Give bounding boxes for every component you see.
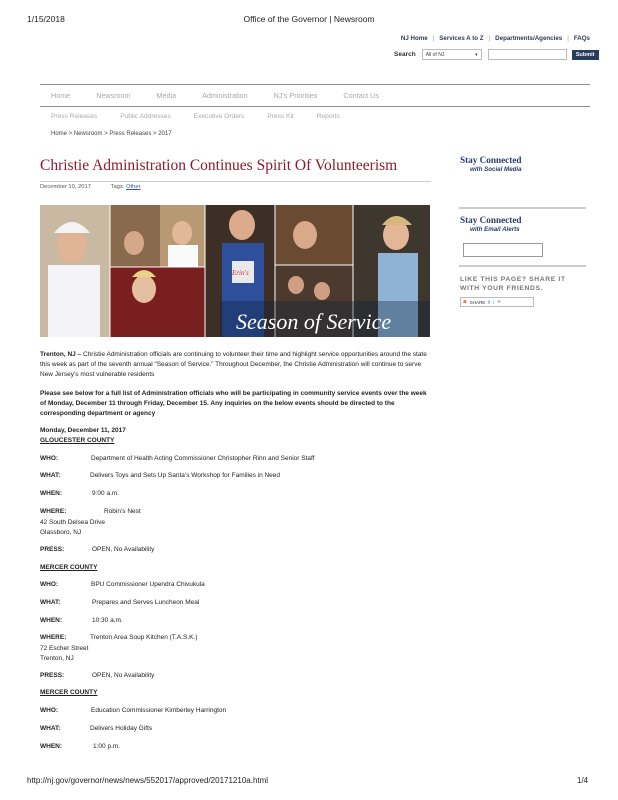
share-prompt: LIKE THIS PAGE? SHARE IT WITH YOUR FRIENDS. — [460, 276, 566, 292]
tag-link[interactable]: Other — [126, 184, 141, 190]
email-subheading: with Email Alerts — [470, 226, 520, 233]
subnav-press-kit[interactable]: Press Kit — [267, 113, 294, 120]
what-value: Delivers Toys and Sets Up Santa’s Workshop for Families in Need — [90, 472, 281, 479]
who-value: Education Commissioner Kimberley Harrington — [91, 707, 227, 714]
email-alert-input[interactable] — [463, 243, 543, 257]
collage-caption: Season of Service — [236, 309, 392, 334]
nav-divider-top — [40, 84, 590, 85]
what-label: WHAT: — [40, 472, 61, 479]
page-title: Christie Administration Continues Spirit Of Volunteerism — [40, 157, 398, 174]
lead-dateline: Trenton, NJ – — [40, 351, 82, 358]
top-links: NJ Home | Services A to Z | Departments/Agencies | FAQs — [400, 35, 590, 42]
nav-home[interactable]: Home — [51, 91, 71, 100]
share-plus-icon: ⊕ — [463, 299, 467, 304]
share-button[interactable] — [460, 297, 534, 307]
search-bar — [394, 49, 599, 60]
who-label: WHO: — [40, 707, 59, 714]
intro-paragraph: Please see below for a full list of Administration officials who will be participating in community service events over the week of Monday, December 11 through Friday, December 15. Any inquiries on the below events should be directed to the corresponding department or agency — [40, 390, 427, 417]
address-line: 42 South Delsea Drive — [40, 519, 106, 526]
print-footer-url: http://nj.gov/governor/news/news/552017/approved/20171210a.html — [27, 776, 269, 785]
nav-media[interactable]: Media — [156, 91, 177, 100]
apron-text: Erin's — [232, 269, 249, 277]
article-date: December 10, 2017 — [40, 184, 91, 190]
who-value: Department of Health Acting Commissioner Christopher Rinn and Senior Staff — [91, 455, 315, 462]
collage-graphic — [40, 205, 430, 337]
link-nj-home[interactable]: NJ Home — [400, 35, 428, 42]
link-services[interactable]: Services A to Z — [439, 35, 484, 42]
search-input[interactable] — [488, 49, 567, 60]
social-heading: Stay Connected — [460, 155, 522, 165]
when-label: WHEN: — [40, 490, 63, 497]
event-day: Monday, December 11, 2017 — [40, 427, 126, 434]
when-value: 9:00 a.m. — [92, 490, 120, 497]
county-heading: MERCER COUNTY — [40, 564, 98, 571]
when-value: 10:30 a.m. — [92, 617, 123, 624]
county-heading: GLOUCESTER COUNTY — [40, 437, 115, 444]
sidebar-divider — [459, 207, 586, 209]
nav-contact[interactable]: Contact Us — [343, 91, 379, 100]
nav-administration[interactable]: Administration — [202, 91, 248, 100]
press-label: PRESS: — [40, 672, 65, 679]
lead-paragraph — [40, 350, 432, 380]
search-scope-select[interactable] — [422, 49, 482, 60]
address-city: Trenton, NJ — [40, 655, 74, 662]
when-label: WHEN: — [40, 743, 63, 750]
article-meta — [40, 184, 141, 190]
search-submit-button[interactable]: Submit — [572, 50, 599, 60]
email-icon: ✉ — [497, 299, 501, 304]
press-value: OPEN, No Availability — [92, 546, 155, 553]
link-departments[interactable]: Departments/Agencies — [495, 35, 563, 42]
who-label: WHO: — [40, 455, 59, 462]
sub-nav — [51, 113, 363, 120]
press-label: PRESS: — [40, 546, 65, 553]
when-value: 1:00 p.m. — [93, 743, 121, 750]
where-value: Trenton Area Soup Kitchen (T.A.S.K.) — [90, 634, 198, 641]
nav-priorities[interactable]: NJ's Priorities — [273, 91, 318, 100]
lead-text: Christie Administration officials are continuing to volunteer their time and highlight service opportunities around the state this week as part of the seventh annual “Season of Service.” Throughout December, the Christie Administration will continue to serve New Jersey’s most vulnerable residents — [40, 351, 427, 378]
social-subheading[interactable]: with Social Media — [470, 166, 522, 173]
where-label: WHERE: — [40, 634, 67, 641]
sidebar-divider-2 — [459, 265, 586, 267]
search-scope-value: All of NJ — [425, 51, 445, 58]
what-value: Delivers Holiday Gifts — [90, 725, 153, 732]
subnav-executive-orders[interactable]: Executive Orders — [193, 113, 245, 120]
title-divider — [40, 181, 431, 182]
facebook-icon: f — [488, 299, 490, 305]
chevron-down-icon: ▾ — [475, 51, 478, 58]
what-label: WHAT: — [40, 599, 61, 606]
print-date: 1/15/2018 — [27, 14, 65, 24]
address-city: Glassboro, NJ — [40, 529, 82, 536]
search-label: Search — [394, 51, 416, 58]
nav-divider-bottom — [40, 106, 590, 107]
breadcrumb[interactable]: Home > Newsroom > Press Releases > 2017 — [51, 131, 172, 137]
county-heading: MERCER COUNTY — [40, 689, 98, 696]
subnav-reports[interactable]: Reports — [316, 113, 340, 120]
tags-label: Tags: — [110, 184, 125, 190]
address-line: 72 Escher Street — [40, 645, 89, 652]
main-nav — [51, 91, 405, 100]
subnav-public-addresses[interactable]: Public Addresses — [120, 113, 171, 120]
print-page-number: 1/4 — [577, 776, 589, 785]
where-value: Robin’s Nest — [104, 508, 141, 515]
print-title: Office of the Governor | Newsroom — [243, 14, 375, 24]
what-label: WHAT: — [40, 725, 61, 732]
share-label: SHARE — [469, 299, 486, 305]
when-label: WHEN: — [40, 617, 63, 624]
twitter-icon: t — [492, 299, 495, 305]
what-value: Prepares and Serves Luncheon Meal — [92, 599, 200, 606]
email-heading: Stay Connected — [460, 215, 522, 225]
press-value: OPEN, No Availability — [92, 672, 155, 679]
who-value: BPU Commissioner Upendra Chivukula — [91, 581, 205, 588]
who-label: WHO: — [40, 581, 59, 588]
subnav-press-releases[interactable]: Press Releases — [51, 113, 98, 120]
where-label: WHERE: — [40, 508, 67, 515]
link-faqs[interactable]: FAQs — [573, 35, 590, 42]
nav-newsroom[interactable]: Newsroom — [96, 91, 131, 100]
season-of-service-collage — [40, 205, 430, 337]
